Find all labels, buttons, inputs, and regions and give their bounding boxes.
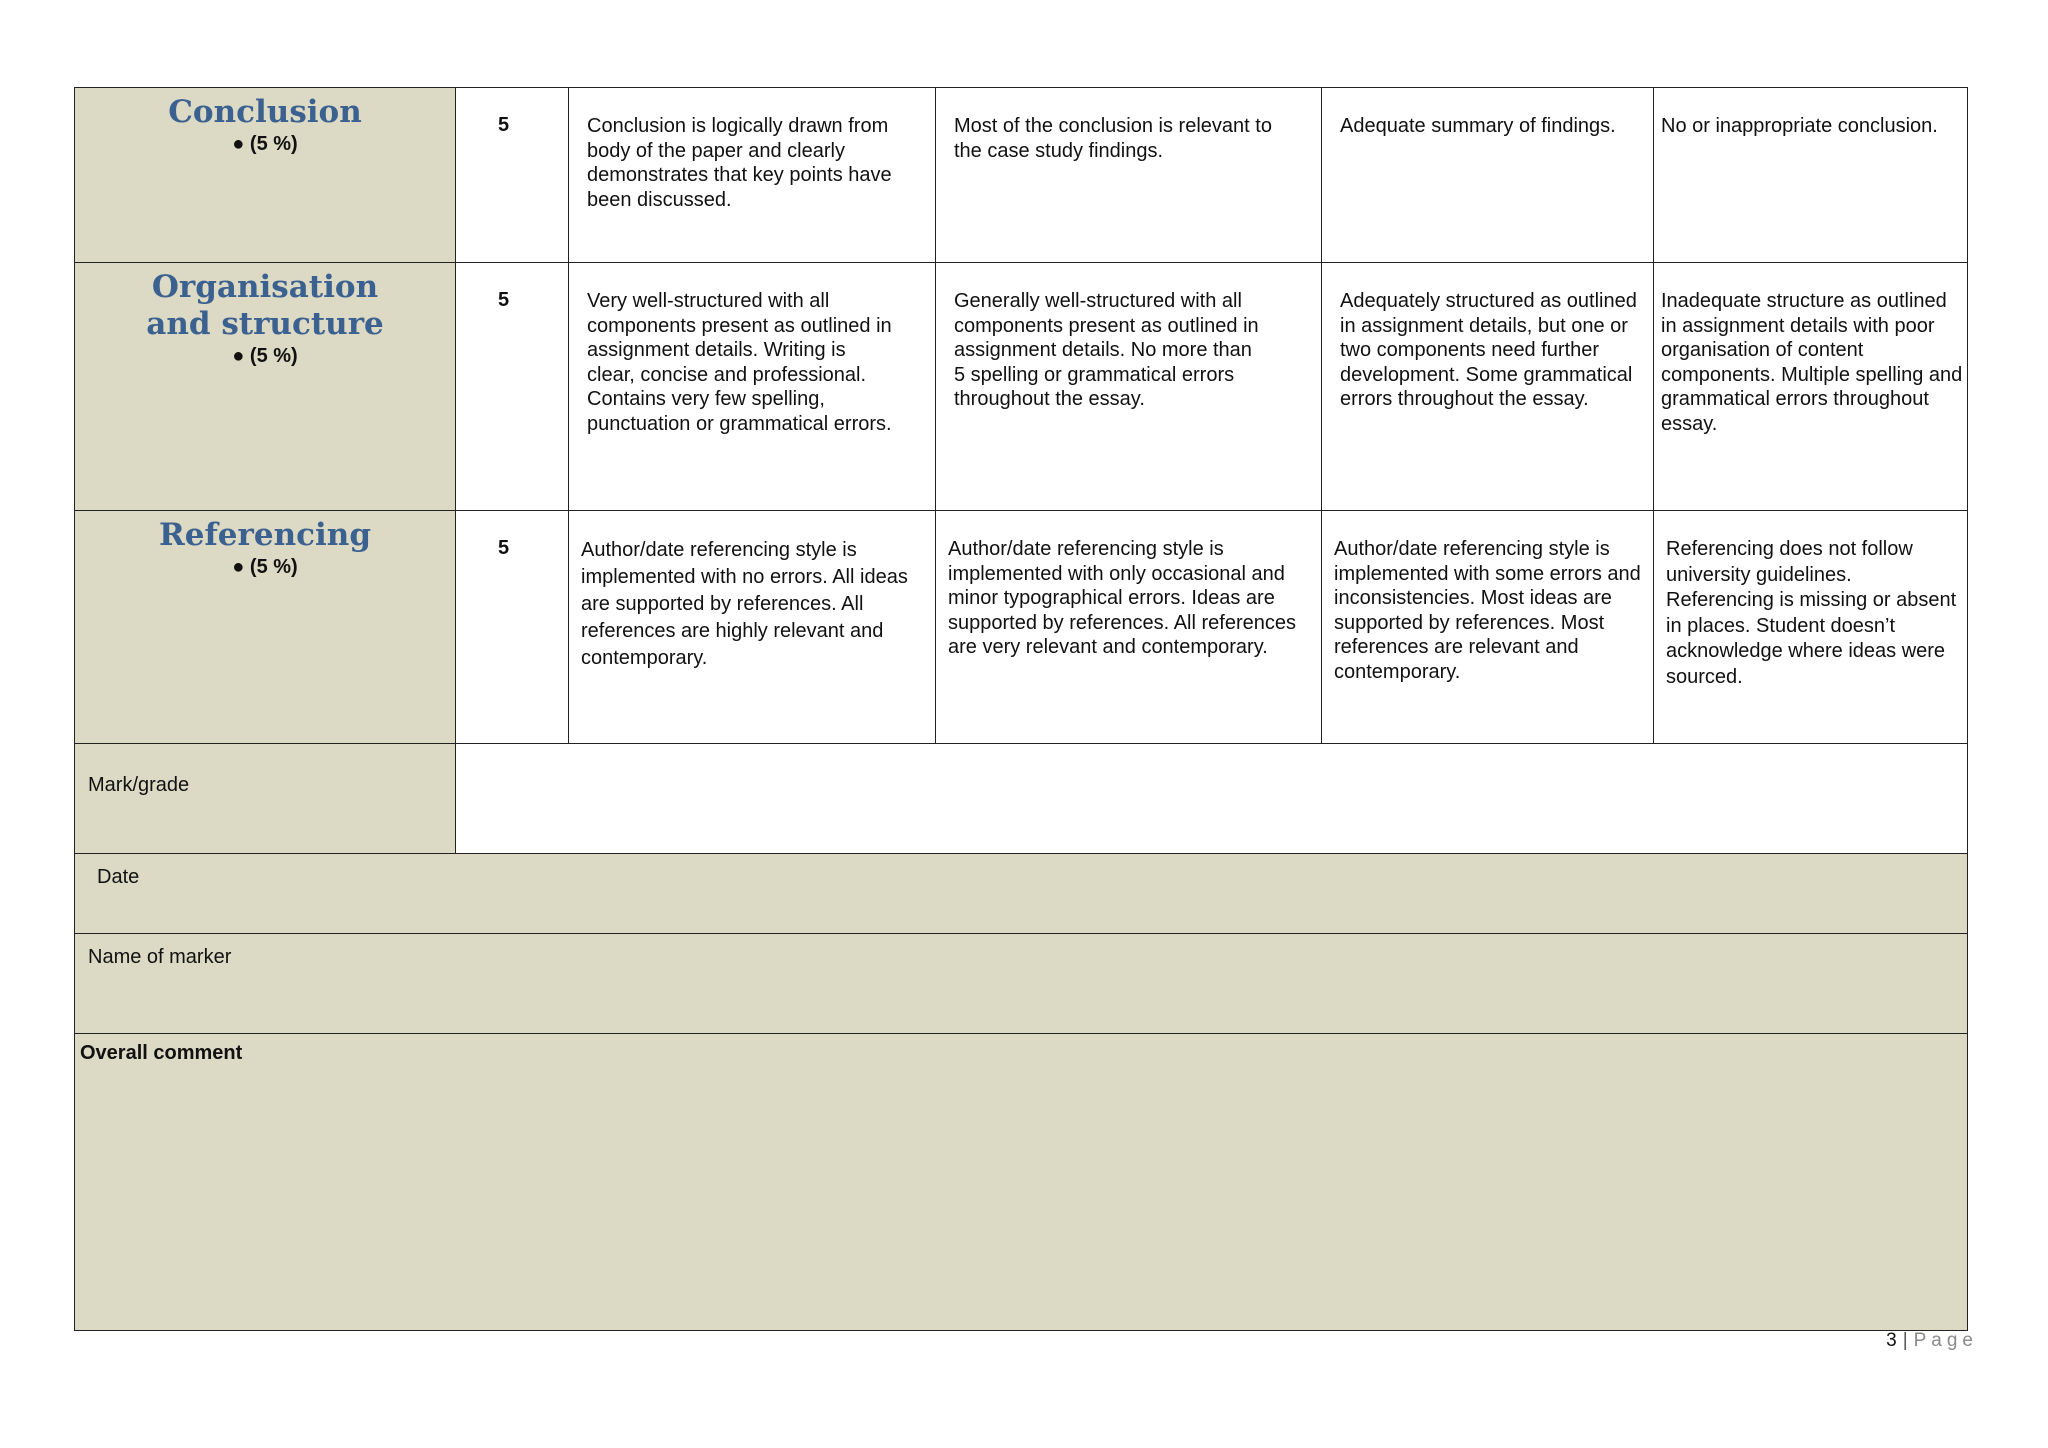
level-text: Author/date referencing style is implemented with some errors and inconsistencies. Most ideas are supported by references. Most references are relevant and contemporary. — [1334, 538, 1641, 683]
criterion-weight: ● (5 %) — [232, 556, 298, 578]
overall-comment-field[interactable] — [75, 1034, 1968, 1331]
rubric-row-organisation — [75, 263, 1968, 511]
level-text: Most of the conclusion is relevant to the case study findings. — [954, 115, 1272, 162]
name-of-marker-row — [75, 934, 1968, 1034]
mark-grade-row — [75, 744, 1968, 854]
overall-comment-label: Overall comment — [80, 1042, 243, 1064]
level-text: Referencing does not follow university guidelines. Referencing is missing or absent in places. Student doesn’t acknowledge where ideas were sourced. — [1666, 538, 1957, 688]
level-description — [569, 88, 936, 263]
level-text: Very well-structured with all components present as outlined in assignment details. Writing is clear, concise and professional. Contains very few spelling, punctuation or grammatical errors. — [587, 290, 892, 435]
overall-comment-row — [75, 1034, 1968, 1331]
level-description — [1654, 263, 1968, 511]
level-description — [1322, 88, 1654, 263]
criterion-weight: ● (5 %) — [232, 345, 298, 367]
rubric-row-conclusion — [75, 88, 1968, 263]
criterion-title: Conclusion — [168, 94, 362, 130]
page-footer — [1886, 1330, 1978, 1352]
criterion-cell — [75, 511, 456, 744]
level-text: Author/date referencing style is implemented with no errors. All ideas are supported by references. All references are highly relevant and contemporary. — [581, 539, 908, 669]
criterion-title: Organisation and structure — [146, 269, 384, 342]
level-text: Generally well-structured with all components present as outlined in assignment details. No more than 5 spelling or grammatical errors throughout the essay. — [954, 290, 1259, 411]
level-text: Conclusion is logically drawn from body of the paper and clearly demonstrates that key points have been discussed. — [587, 115, 892, 211]
mark-grade-label-cell — [75, 744, 456, 854]
criterion-mark: 5 — [456, 511, 569, 744]
criterion-title: Referencing — [158, 517, 371, 553]
level-description — [936, 263, 1322, 511]
marking-rubric-table — [74, 87, 1968, 1331]
level-description — [1322, 263, 1654, 511]
criterion-mark: 5 — [456, 263, 569, 511]
level-text: Adequate summary of findings. — [1340, 115, 1616, 137]
criterion-mark: 5 — [456, 88, 569, 263]
level-text: Adequately structured as outlined in assignment details, but one or two components need further development. Some grammatical errors throughout the essay. — [1340, 290, 1637, 411]
date-row — [75, 854, 1968, 934]
name-of-marker-field[interactable] — [75, 934, 1968, 1034]
level-text: Author/date referencing style is implemented with only occasional and minor typographical errors. Ideas are supported by references. All references are very relevant and contemporary. — [948, 538, 1296, 659]
level-description — [1654, 88, 1968, 263]
mark-grade-input[interactable] — [456, 744, 1968, 854]
mark-grade-label: Mark/grade — [88, 774, 190, 796]
level-text: No or inappropriate conclusion. — [1661, 115, 1938, 137]
page-word: Page — [1913, 1330, 1978, 1351]
criterion-weight: ● (5 %) — [232, 133, 298, 155]
level-description — [1322, 511, 1654, 744]
level-description — [569, 263, 936, 511]
level-text: Inadequate structure as outlined in assignment details with poor organisation of content components. Multiple spelling and grammatical errors throughout essay. — [1661, 290, 1963, 435]
date-label: Date — [97, 866, 140, 888]
level-description — [936, 88, 1322, 263]
criterion-cell — [75, 263, 456, 511]
rubric-row-referencing — [75, 511, 1968, 744]
name-of-marker-label: Name of marker — [88, 946, 232, 968]
level-description — [1654, 511, 1968, 744]
date-field[interactable] — [75, 854, 1968, 934]
page-separator: | — [1902, 1330, 1908, 1351]
criterion-cell — [75, 88, 456, 263]
level-description — [936, 511, 1322, 744]
level-description — [569, 511, 936, 744]
page-number: 3 — [1886, 1330, 1897, 1351]
